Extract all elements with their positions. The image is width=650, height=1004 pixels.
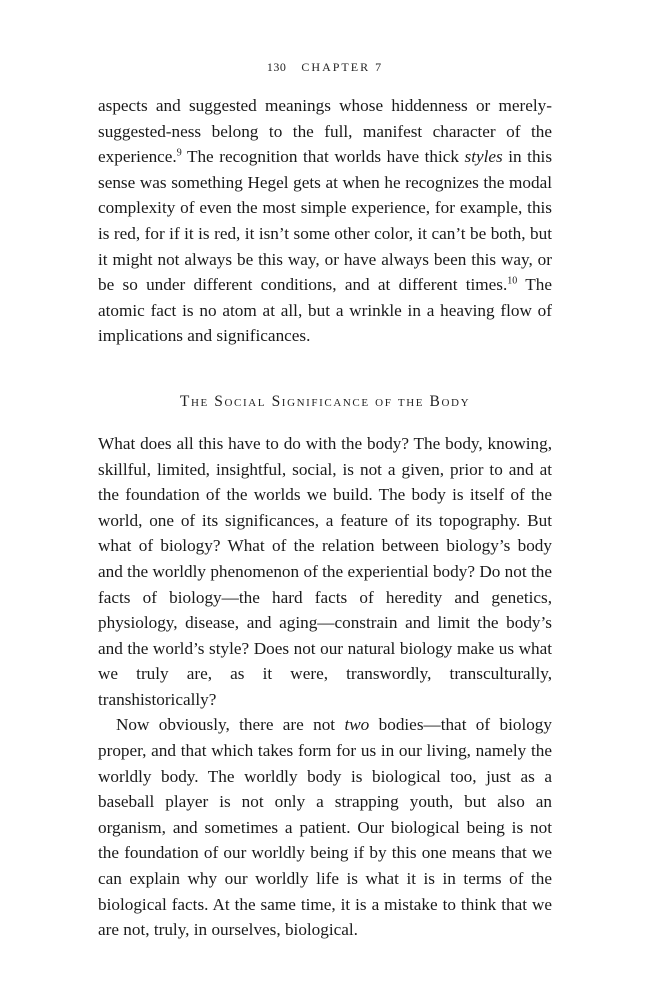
footnote-ref-10: 10	[507, 275, 518, 287]
paragraph-1-text-a: aspects and suggested meanings whose hiddenness or merely-suggested-ness belong to the full, manifest character of the experience.	[98, 96, 552, 167]
footnote-ref-9: 9	[176, 147, 182, 159]
running-head	[98, 60, 552, 75]
paragraph-1-text-d: The atomic fact is no atom at all, but a wrinkle in a heaving flow of implications and significances.	[98, 275, 552, 346]
paragraph-2: What does all this have to do with the body? The body, knowing, skillful, limited, insightful, social, is not a given, prior to and at the foundation of the worlds we build. The body is itself of the world, one of its significances, a feature of its topography. But what of biology? What of the relation between biology’s body and the worldly phenomenon of the experiential body? Do not the facts of biology—the hard facts of heredity and genetics, physiology, disease, and aging—constrain and limit the body’s and the world’s style? Does not our natural biology make us what we truly are, as it were, transwordly, transculturally, transhistorically?	[98, 433, 552, 709]
paragraph-3	[98, 712, 552, 942]
book-page	[98, 60, 552, 943]
chapter-label: CHAPTER 7	[301, 60, 384, 74]
paragraph-1-text-c: in this sense was something Hegel gets at when he recognizes the modal complexity of even the most simple experience, for example, this is red, for if it is red, it isn’t some other color, it can’t be both, but it might not always be this way, or have always been this way, or be so under different conditions, and at different times.	[98, 147, 553, 295]
emphasis-styles: styles	[464, 147, 503, 167]
paragraph-1	[98, 93, 552, 349]
section-heading: The Social Significance of the Body	[179, 392, 471, 410]
emphasis-two: two	[344, 715, 370, 735]
paragraph-3-text-b: bodies—that of biology proper, and that which takes form for us in our living, namely the worldly body. The worldly body is biological too, just as a baseball player is not only a strapping youth, but also an organism, and sometimes a patient. Our biological being is not the foundation of our worldly being if by this one means that we can explain why our worldly life is what it is in terms of the biological facts. At the same time, it is a mistake to think that we are not, truly, in ourselves, biological.	[98, 715, 552, 940]
page-number: 130	[266, 60, 287, 74]
paragraph-1-text-b: The recognition that worlds have thick	[181, 147, 465, 167]
paragraph-3-text-a: Now obviously, there are not	[116, 715, 345, 735]
